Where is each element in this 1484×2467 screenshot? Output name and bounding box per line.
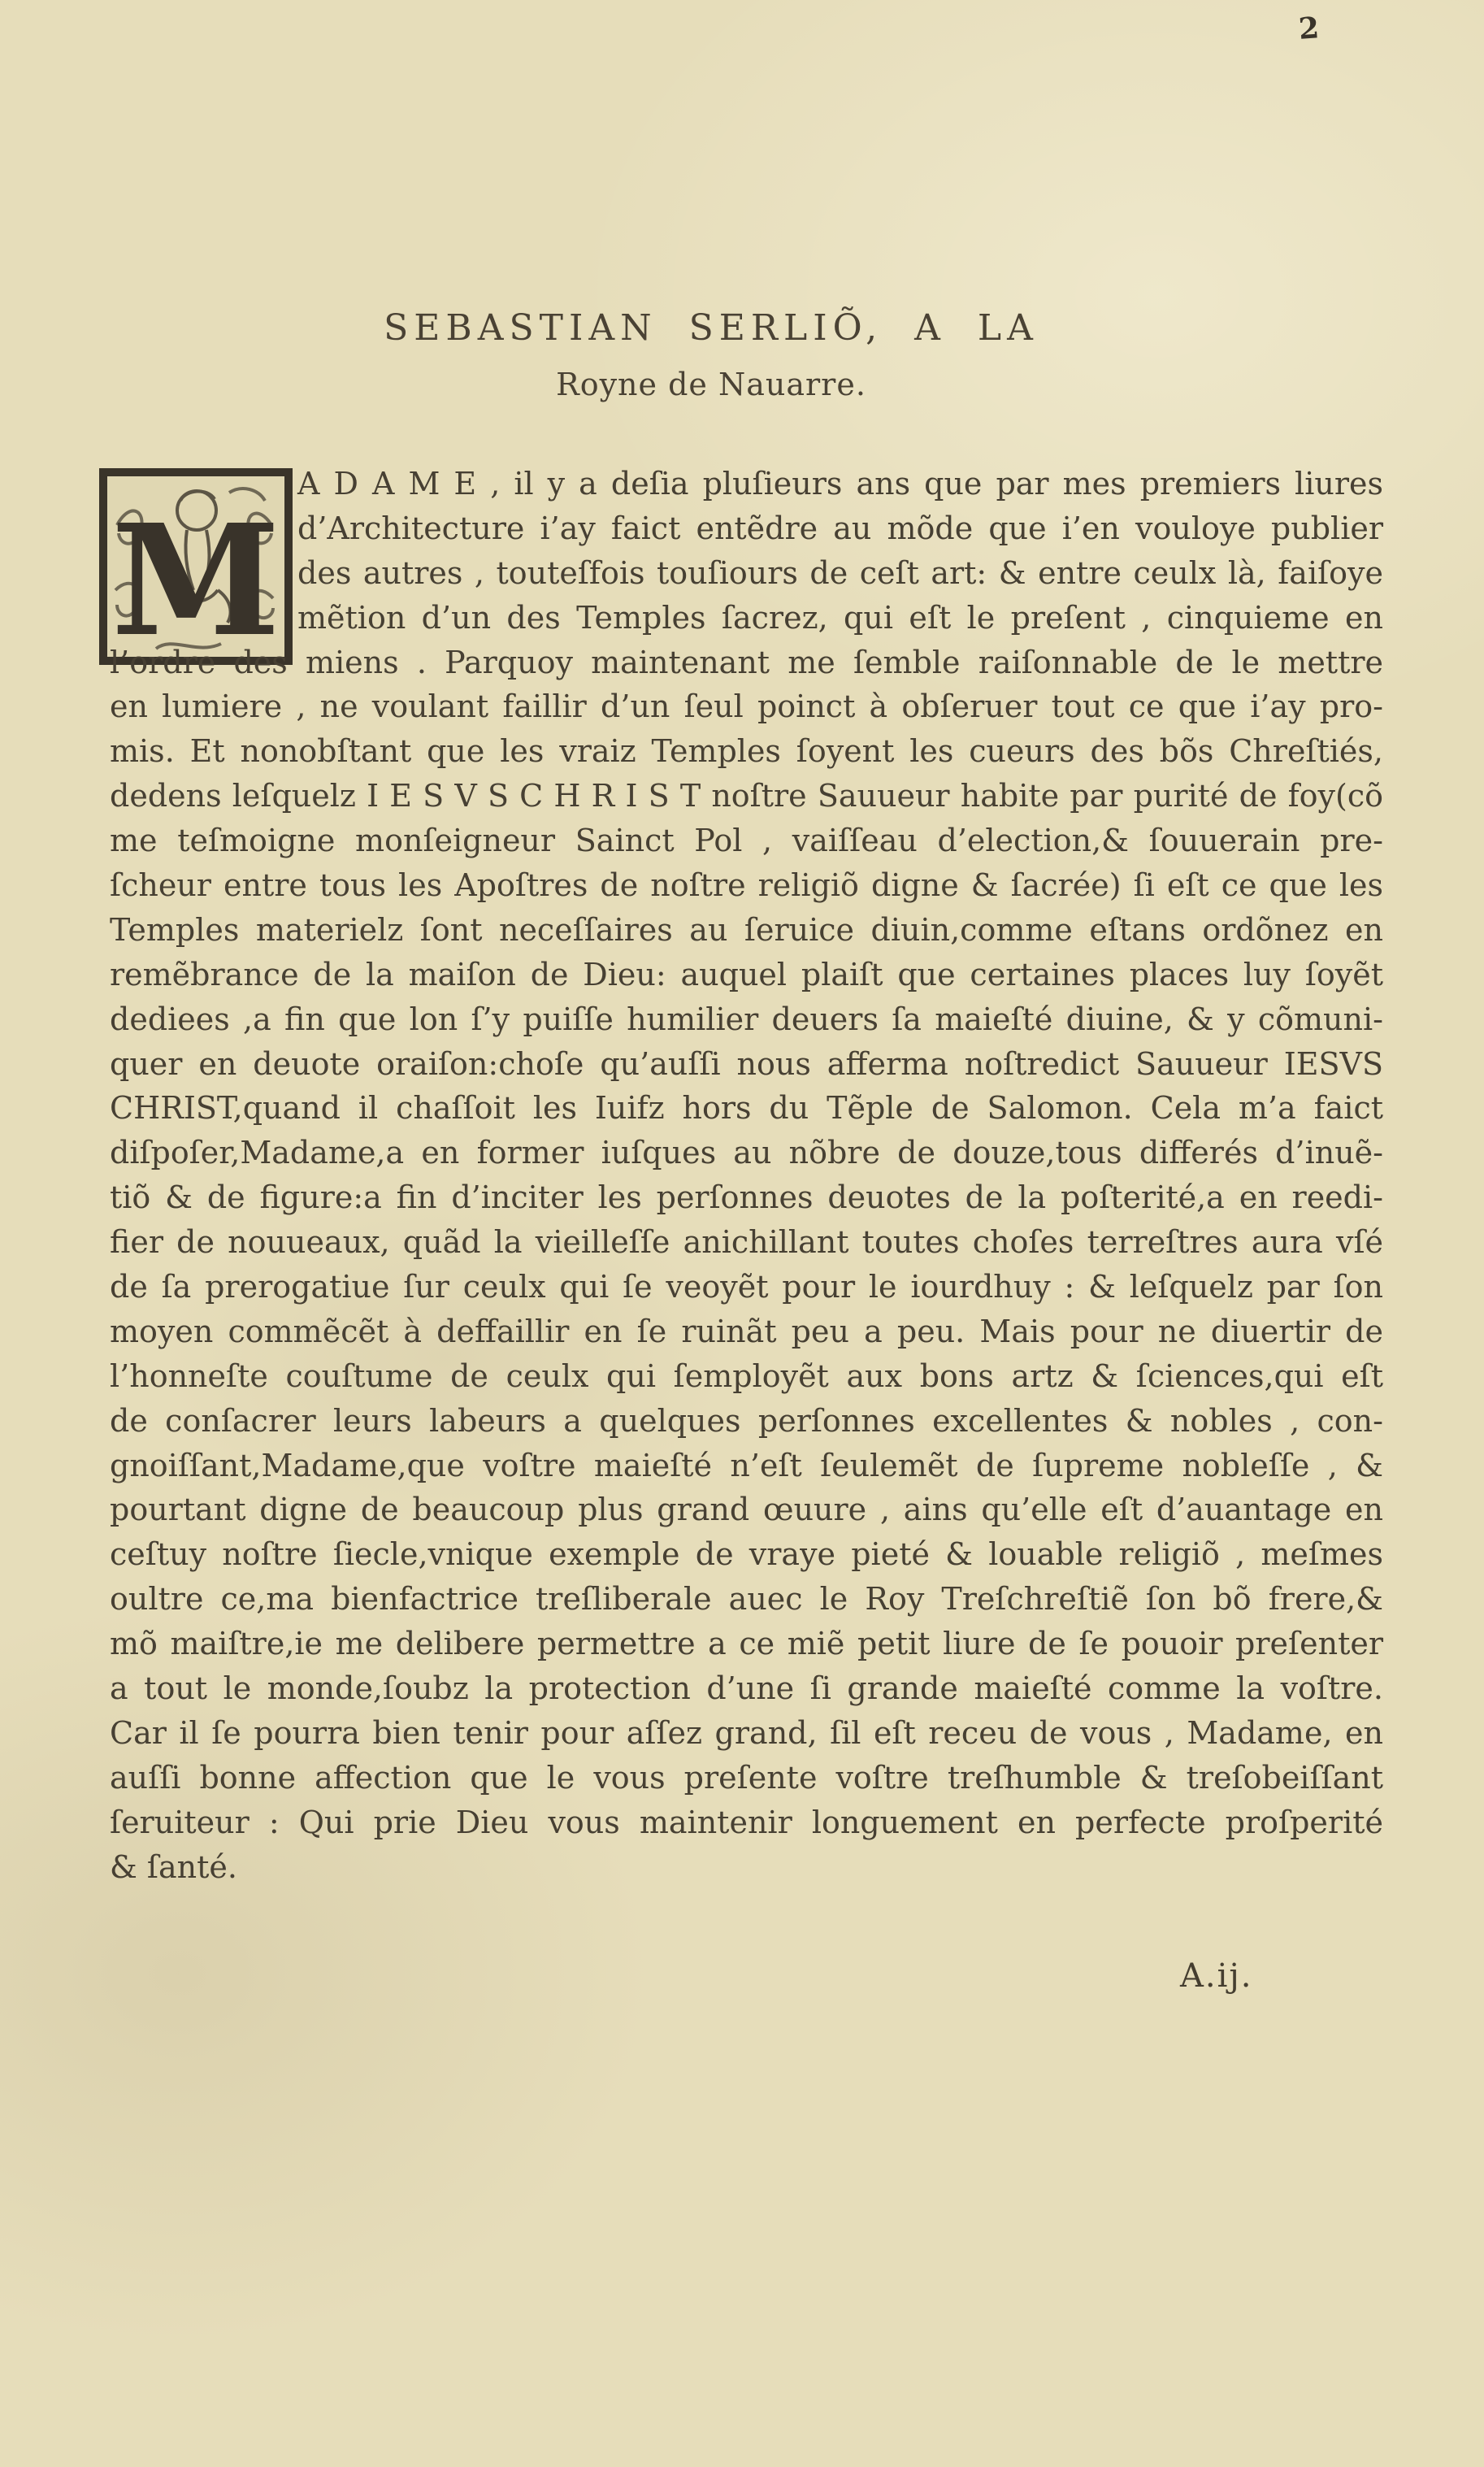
text-line: auſſi bonne affection que le vous preſente voſtre treſhumble & treſobeiſſant [110, 1759, 1383, 1796]
text-line: A D A M E , il y a deſia pluſieurs ans que par mes premiers liures [297, 466, 1383, 502]
text-line: diſpoſer,Madame,a en former iuſques au nõbre de douze,tous differés d’inuẽ- [110, 1135, 1383, 1171]
text-line: oultre ce,ma bienfactrice treſliberale auec le Roy Treſchreſtiẽ ſon bõ frere,& [110, 1581, 1383, 1618]
text-line: Temples materielz ſont neceſſaires au ſeruice diuin,comme eſtans ordõnez en [110, 911, 1383, 948]
text-line: me teſmoigne monſeigneur Sainct Pol , vaiſſeau d’election,& ſouuerain pre- [110, 823, 1383, 859]
heading-line-1: SEBASTIAN SERLIÕ, A LA [384, 307, 1039, 349]
text-line: moyen commẽcẽt à deffaillir en ſe ruinãt peu a peu. Mais pour ne diuertir de [110, 1313, 1383, 1349]
indented-line-group [110, 462, 1383, 641]
text-line: fier de nouueaux, quãd la vieilleſſe anichillant toutes choſes terreſtres aura vſé [110, 1224, 1383, 1261]
text-line: l’ordre des miens . Parquoy maintenant me ſemble raiſonnable de le mettre [110, 644, 1383, 680]
text-line: a tout le monde,ſoubz la protection d’une ſi grande maieſté comme la voſtre. [110, 1670, 1383, 1707]
text-line: & ſanté. [110, 1848, 237, 1885]
text-line: ceſtuy noſtre ſiecle,vnique exemple de vraye pieté & louable religiõ , meſmes [110, 1536, 1383, 1573]
svg-text:M: M [111, 491, 281, 665]
text-line: dediees ,a fin que lon ſ’y puiſſe humilier deuers ſa maieſté diuine, & y cõmuni- [110, 1001, 1383, 1037]
text-line: des autres , touteſfois touſiours de ceſt art: & entre ceulx là, faiſoye [297, 554, 1383, 591]
text-line: pourtant digne de beaucoup plus grand œuure , ains qu’elle eſt d’auantage en [110, 1492, 1383, 1528]
text-line: de conſacrer leurs labeurs a quelques perſonnes excellentes & nobles , con- [110, 1402, 1383, 1439]
text-line: d’Architecture i’ay faict entẽdre au mõde que i’en vouloye publier [297, 510, 1383, 546]
signature-mark: A.ij. [1180, 1957, 1253, 1995]
text-line: dedens leſquelz I E S V S C H R I S T noſtre Sauueur habite par purité de foy(cõ [110, 778, 1383, 814]
full-line-group [110, 641, 1383, 1890]
text-line: gnoiſſant,Madame,que voſtre maieſté n’eſt ſeulemẽt de ſupreme nobleſſe , & [110, 1447, 1383, 1483]
text-line: quer en deuote oraiſon:choſe qu’auſſi nous afferma noſtredict Sauueur IESVS [110, 1045, 1383, 1082]
text-line: mis. Et nonobſtant que les vraiz Temples ſoyent les cueurs des bõs Chreſtiés, [110, 733, 1383, 770]
text-line: en lumiere , ne voulant faillir d’un ſeul poinct à obſeruer tout ce que i’ay pro- [110, 688, 1383, 725]
text-line: de ſa prerogatiue ſur ceulx qui ſe veoyẽt pour le iourdhuy : & leſquelz par ſon [110, 1269, 1383, 1305]
text-line: CHRIST,quand il chaſſoit les Iuifz hors du Tẽple de Salomon. Cela m’a faict [110, 1090, 1383, 1127]
dedication-heading [110, 307, 1313, 402]
text-line: mõ maiſtre,ie me delibere permettre a ce miẽ petit liure de ſe pouoir preſenter [110, 1626, 1383, 1662]
dedication-paragraph [110, 462, 1383, 1890]
text-line: ſeruiteur : Qui prie Dieu vous maintenir longuement en perfecte proſperité [110, 1804, 1383, 1840]
heading-line-2: Royne de Nauarre. [556, 367, 866, 402]
text-line: mẽtion d’un des Temples ſacrez, qui eſt le preſent , cinquieme en [297, 599, 1383, 636]
text-line: remẽbrance de la maiſon de Dieu: auquel plaiſt que certaines places luy ſoyẽt [110, 956, 1383, 992]
text-line: ſcheur entre tous les Apoſtres de noſtre religiõ digne & ſacrée) ſi eſt ce que les [110, 867, 1383, 904]
text-line: l’honneſte couſtume de ceulx qui ſemployẽt aux bons artz & ſciences,qui eſt [110, 1357, 1383, 1394]
text-line: tiõ & de figure:a fin d’inciter les perſonnes deuotes de la poſterité,a en reedi- [110, 1179, 1383, 1216]
text-line: Car il ſe pourra bien tenir pour aſſez grand, ſil eſt receu de vous , Madame, en [110, 1714, 1383, 1751]
folio-number: 2 [1297, 11, 1321, 46]
